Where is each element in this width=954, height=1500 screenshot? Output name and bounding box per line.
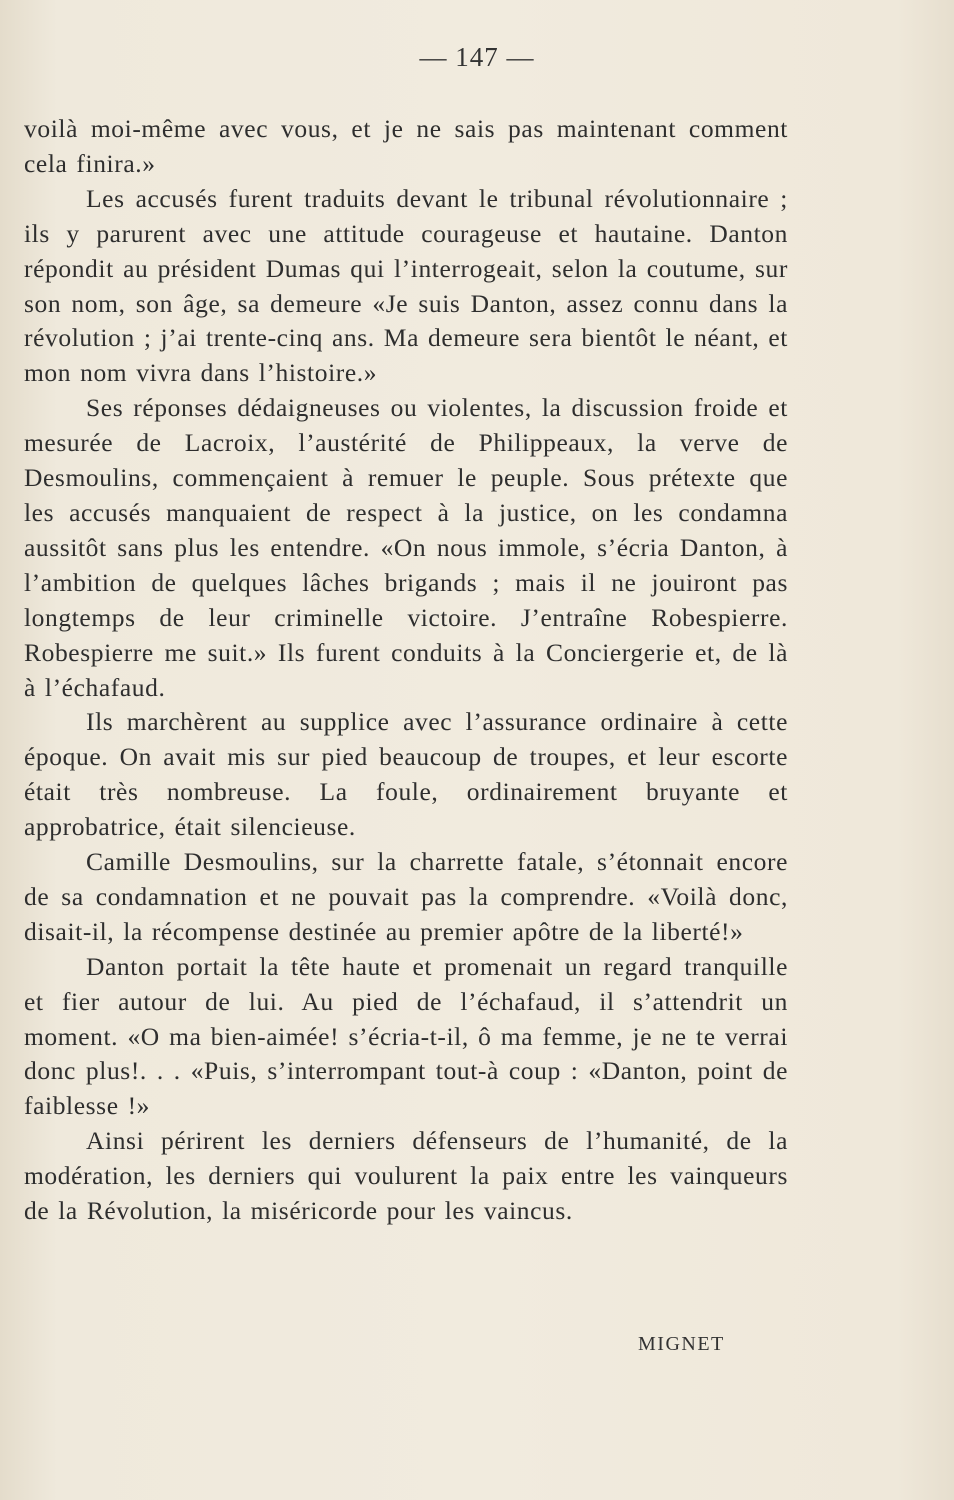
body-text bbox=[24, 112, 788, 1229]
page-number: — 147 — bbox=[419, 42, 535, 72]
paragraph-1: voilà moi-même avec vous, et je ne sais pas maintenant comment cela finira.» bbox=[24, 114, 788, 178]
paragraph-2: Les accusés furent traduits devant le tribunal révolutionnaire ; ils y parurent avec une attitude courageuse et hautaine. Danton répondit au président Dumas qui l’interrogeait, selon la coutume, sur son nom, son âge, sa demeure «Je suis Danton, assez connu dans la révolution ; j’ai trente-cinq ans. Ma demeure sera bientôt le néant, et mon nom vivra dans l’histoire.» bbox=[24, 183, 788, 388]
paragraph-7: Ainsi périrent les derniers défenseurs de l’humanité, de la modération, les derniers qui voulurent la paix entre les vainqueurs de la Révolution, la miséricorde pour les vaincus. bbox=[24, 1126, 788, 1226]
paragraph-5: Camille Desmoulins, sur la charrette fatale, s’étonnait encore de sa condamnation et ne pouvait pas la comprendre. «Voilà donc, disait-il, la récompense destinée au premier apôtre de la liberté!» bbox=[24, 847, 788, 946]
paragraph-6: Danton portait la tête haute et promenait un regard tranquille et fier autour de lui. Au pied de l’échafaud, il s’attendrit un moment. «O ma bien-aimée! s’écria-t-il, ô ma femme, je ne te verrai donc plus!. . . «Puis, s’interrompant tout-à coup : «Danton, point de faiblesse !» bbox=[24, 951, 788, 1121]
paragraph-3: Ses réponses dédaigneuses ou violentes, la discussion froide et mesurée de Lacroix, l’austérité de Philippeaux, la verve de Desmoulins, commençaient à remuer le peuple. Sous prétexte que les accusés manquaient de respect à la justice, on les condamna aussitôt sans plus les entendre. «On nous immole, s’écria Danton, à l’ambition de quelques lâches brigands ; mais il ne jouiront pas longtemps de leur criminelle victoire. J’entraîne Robespierre. Robespierre me suit.» Ils furent conduits à la Conciergerie et, de là à l’échafaud. bbox=[24, 393, 788, 702]
paragraph-4: Ils marchèrent au supplice avec l’assurance ordinaire à cette époque. On avait mis sur pied beaucoup de troupes, et leur escorte était très nombreuse. La foule, ordinairement bruyante et approbatrice, était silencieuse. bbox=[24, 707, 788, 842]
author-signature: MIGNET bbox=[638, 1333, 725, 1355]
